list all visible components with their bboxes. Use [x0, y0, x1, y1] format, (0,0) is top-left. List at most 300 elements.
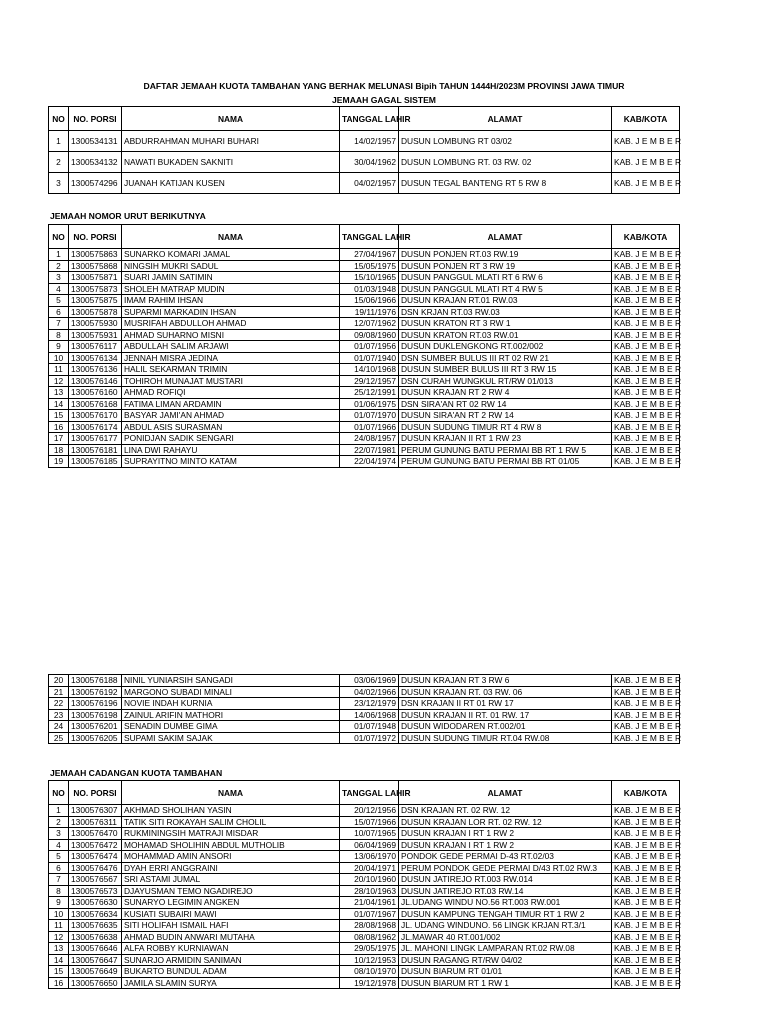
cell-nama: DYAH ERRI ANGGRAINI [122, 862, 340, 874]
cell-alamat: DUSUN PONJEN RT 3 RW 19 [399, 260, 612, 272]
table-row [49, 364, 680, 376]
cell-no: 4 [49, 283, 69, 295]
table-row [49, 375, 680, 387]
cell-kab-kota: KAB. J E M B E R [612, 283, 680, 295]
table-row [49, 433, 680, 445]
cell-nama: SUARI JAMIN SATIMIN [122, 272, 340, 284]
cell-nama: MOHAMMAD AMIN ANSORI [122, 851, 340, 863]
cell-alamat: DUSUN PONJEN RT.03 RW.19 [399, 249, 612, 261]
cell-alamat: DUSUN SUMBER BULUS III RT 3 RW 15 [399, 364, 612, 376]
cell-tanggal-lahir: 03/06/1969 [340, 675, 399, 687]
cell-no-porsi: 1300576174 [69, 421, 122, 433]
cell-alamat: DSN CURAH WUNGKUL RT/RW 01/013 [399, 375, 612, 387]
cell-kab-kota: KAB. J E M B E R [612, 709, 680, 721]
table-row [49, 352, 680, 364]
column-header-tanggal-lahir: TANGGAL LAHIR [340, 225, 399, 249]
cell-no-porsi: 1300576160 [69, 387, 122, 399]
cell-alamat: JL. UDANG WINDUNO. 56 LINGK KRJAN RT.3/1 [399, 920, 612, 932]
cell-no-porsi: 1300576134 [69, 352, 122, 364]
cell-no: 11 [49, 920, 69, 932]
cell-alamat: DUSUN KRATON RT.03 RW.01 [399, 329, 612, 341]
cell-alamat: DUSUN LOMBUNG RT. 03 RW. 02 [399, 152, 612, 173]
table-row [49, 341, 680, 353]
cell-nama: AHMAD SUHARNO MISNI [122, 329, 340, 341]
cell-kab-kota: KAB. J E M B E R [612, 249, 680, 261]
cell-alamat: DUSUN KRAJAN RT 2 RW 4 [399, 387, 612, 399]
cell-nama: NINGSIH MUKRI SADUL [122, 260, 340, 272]
column-header-no: NO [49, 781, 69, 805]
cell-nama: TOHIROH MUNAJAT MUSTARI [122, 375, 340, 387]
table-row [49, 698, 680, 710]
cell-nama: MOHAMAD SHOLIHIN ABDUL MUTHOLIB [122, 839, 340, 851]
cell-tanggal-lahir: 01/07/1948 [340, 721, 399, 733]
cell-tanggal-lahir: 19/11/1976 [340, 306, 399, 318]
table-row [49, 387, 680, 399]
cell-nama: SUNARYO LEGIMIN ANGKEN [122, 897, 340, 909]
cell-alamat: DUSUN KRAJAN RT. 03 RW. 06 [399, 686, 612, 698]
cell-tanggal-lahir: 06/04/1969 [340, 839, 399, 851]
table-berikutnya-part2 [48, 674, 680, 744]
cell-no: 25 [49, 732, 69, 744]
table-row [49, 456, 680, 468]
cell-nama: ZAINUL ARIFIN MATHORI [122, 709, 340, 721]
cell-tanggal-lahir: 25/12/1991 [340, 387, 399, 399]
cell-kab-kota: KAB. J E M B E R [612, 805, 680, 817]
cell-kab-kota: KAB. J E M B E R [612, 131, 680, 152]
cell-tanggal-lahir: 01/07/1970 [340, 410, 399, 422]
cell-no-porsi: 1300576472 [69, 839, 122, 851]
cell-tanggal-lahir: 08/10/1970 [340, 966, 399, 978]
cell-no: 5 [49, 295, 69, 307]
cell-no: 6 [49, 862, 69, 874]
cell-nama: SRI ASTAMI JUMAL [122, 874, 340, 886]
cell-alamat: DUSUN BIARUM RT 1 RW 1 [399, 977, 612, 989]
cell-nama: MARGONO SUBADI MINALI [122, 686, 340, 698]
cell-no-porsi: 1300576634 [69, 908, 122, 920]
table-row [49, 721, 680, 733]
cell-tanggal-lahir: 20/10/1960 [340, 874, 399, 886]
cell-no: 23 [49, 709, 69, 721]
cell-alamat: DUSUN KRAJAN LOR RT. 02 RW. 12 [399, 816, 612, 828]
cell-no-porsi: 1300576470 [69, 828, 122, 840]
cell-no-porsi: 1300575863 [69, 249, 122, 261]
cell-tanggal-lahir: 01/06/1975 [340, 398, 399, 410]
table-row [49, 306, 680, 318]
table-row [49, 851, 680, 863]
cell-alamat: DSN KRAJAN II RT 01 RW 17 [399, 698, 612, 710]
cell-tanggal-lahir: 01/07/1966 [340, 421, 399, 433]
table-header-row [49, 781, 680, 805]
column-header-no: NO [49, 225, 69, 249]
cell-alamat: DUSUN LOMBUNG RT 03/02 [399, 131, 612, 152]
cell-kab-kota: KAB. J E M B E R [612, 364, 680, 376]
cell-alamat: DUSUN SUDUNG TIMUR RT 4 RW 8 [399, 421, 612, 433]
cell-alamat: DUSUN KRAJAN RT 3 RW 6 [399, 675, 612, 687]
cell-nama: SUPAMI SAKIM SAJAK [122, 732, 340, 744]
table-row [49, 805, 680, 817]
cell-kab-kota: KAB. J E M B E R [612, 839, 680, 851]
cell-no-porsi: 1300576181 [69, 444, 122, 456]
cell-no: 10 [49, 352, 69, 364]
cell-kab-kota: KAB. J E M B E R [612, 966, 680, 978]
cell-tanggal-lahir: 14/02/1957 [340, 131, 399, 152]
cell-no-porsi: 1300576573 [69, 885, 122, 897]
table-row [49, 943, 680, 955]
cell-alamat: DUSUN KRAJAN I RT 1 RW 2 [399, 839, 612, 851]
cell-no: 2 [49, 260, 69, 272]
table-row [49, 874, 680, 886]
cell-nama: NOVIE INDAH KURNIA [122, 698, 340, 710]
table-row [49, 897, 680, 909]
cell-kab-kota: KAB. J E M B E R [612, 421, 680, 433]
cell-no-porsi: 1300576117 [69, 341, 122, 353]
column-header-tanggal-lahir: TANGGAL LAHIR [340, 107, 399, 131]
cell-alamat: DUSUN JATIREJO RT.03 RW.14 [399, 885, 612, 897]
cell-kab-kota: KAB. J E M B E R [612, 456, 680, 468]
cell-tanggal-lahir: 12/07/1962 [340, 318, 399, 330]
cell-no-porsi: 1300534131 [69, 131, 122, 152]
cell-nama: AHMAD BUDIN ANWARI MUTAHA [122, 931, 340, 943]
cell-kab-kota: KAB. J E M B E R [612, 675, 680, 687]
cell-alamat: DSN KRJAN RT.03 RW.03 [399, 306, 612, 318]
cell-no-porsi: 1300576188 [69, 675, 122, 687]
cell-no: 1 [49, 131, 69, 152]
cell-kab-kota: KAB. J E M B E R [612, 698, 680, 710]
cell-nama: SUNARJO ARMIDIN SANIMAN [122, 954, 340, 966]
cell-no: 5 [49, 851, 69, 863]
cell-nama: AHMAD ROFIQI [122, 387, 340, 399]
cell-no-porsi: 1300575931 [69, 329, 122, 341]
cell-tanggal-lahir: 10/07/1965 [340, 828, 399, 840]
cell-nama: BUKARTO BUNDUL ADAM [122, 966, 340, 978]
cell-no: 3 [49, 173, 69, 194]
cell-kab-kota: KAB. J E M B E R [612, 908, 680, 920]
cell-no: 3 [49, 272, 69, 284]
cell-nama: SITI HOLIFAH ISMAIL HAFI [122, 920, 340, 932]
cell-kab-kota: KAB. J E M B E R [612, 329, 680, 341]
cell-no-porsi: 1300576198 [69, 709, 122, 721]
table-cadangan [48, 780, 680, 989]
cell-no: 20 [49, 675, 69, 687]
cell-no: 7 [49, 318, 69, 330]
cell-alamat: DUSUN PANGGUL MLATI RT 4 RW 5 [399, 283, 612, 295]
cell-nama: PONIDJAN SADIK SENGARI [122, 433, 340, 445]
cell-kab-kota: KAB. J E M B E R [612, 920, 680, 932]
cell-tanggal-lahir: 20/12/1956 [340, 805, 399, 817]
table-row [49, 421, 680, 433]
table-row [49, 444, 680, 456]
cell-kab-kota: KAB. J E M B E R [612, 375, 680, 387]
cell-tanggal-lahir: 01/07/1940 [340, 352, 399, 364]
cell-nama: DJAYUSMAN TEMO NGADIREJO [122, 885, 340, 897]
column-header-nama: NAMA [122, 225, 340, 249]
table-row [49, 675, 680, 687]
cell-no: 19 [49, 456, 69, 468]
cell-no-porsi: 1300534132 [69, 152, 122, 173]
cell-alamat: DUSUN DUKLENGKONG RT.002/002 [399, 341, 612, 353]
cell-nama: BASYAR JAMI'AN AHMAD [122, 410, 340, 422]
table-row [49, 977, 680, 989]
table-row [49, 398, 680, 410]
cell-nama: SHOLEH MATRAP MUDIN [122, 283, 340, 295]
cell-tanggal-lahir: 22/04/1974 [340, 456, 399, 468]
table-row [49, 828, 680, 840]
cell-alamat: DUSUN SUDUNG TIMUR RT.04 RW.08 [399, 732, 612, 744]
cell-tanggal-lahir: 19/12/1978 [340, 977, 399, 989]
cell-kab-kota: KAB. J E M B E R [612, 851, 680, 863]
cell-no-porsi: 1300576646 [69, 943, 122, 955]
table-row [49, 329, 680, 341]
cell-no: 13 [49, 943, 69, 955]
table-row [49, 272, 680, 284]
cell-nama: KUSIATI SUBAIRI MAWI [122, 908, 340, 920]
cell-no-porsi: 1300576196 [69, 698, 122, 710]
column-header-alamat: ALAMAT [399, 107, 612, 131]
cell-no-porsi: 1300575873 [69, 283, 122, 295]
cell-nama: SENADIN DUMBE GIMA [122, 721, 340, 733]
table-row [49, 908, 680, 920]
cell-tanggal-lahir: 15/07/1966 [340, 816, 399, 828]
table-row [49, 249, 680, 261]
cell-kab-kota: KAB. J E M B E R [612, 410, 680, 422]
table-row [49, 318, 680, 330]
cell-nama: RUKMININGSIH MATRAJI MISDAR [122, 828, 340, 840]
cell-tanggal-lahir: 14/06/1968 [340, 709, 399, 721]
cell-no: 4 [49, 839, 69, 851]
cell-tanggal-lahir: 29/12/1957 [340, 375, 399, 387]
cell-no: 13 [49, 387, 69, 399]
cell-kab-kota: KAB. J E M B E R [612, 874, 680, 886]
cell-no: 1 [49, 249, 69, 261]
cell-tanggal-lahir: 15/05/1975 [340, 260, 399, 272]
cell-kab-kota: KAB. J E M B E R [612, 686, 680, 698]
cell-kab-kota: KAB. J E M B E R [612, 398, 680, 410]
cell-nama: LINA DWI RAHAYU [122, 444, 340, 456]
cell-no-porsi: 1300576476 [69, 862, 122, 874]
cell-alamat: DUSUN BIARUM RT 01/01 [399, 966, 612, 978]
table-gagal-sistem [48, 106, 680, 194]
cell-nama: ABDULLAH SALIM ARJAWI [122, 341, 340, 353]
cell-kab-kota: KAB. J E M B E R [612, 897, 680, 909]
cell-no: 15 [49, 410, 69, 422]
cell-alamat: PONDOK GEDE PERMAI D-43 RT.02/03 [399, 851, 612, 863]
cell-nama: MUSRIFAH ABDULLOH AHMAD [122, 318, 340, 330]
cell-kab-kota: KAB. J E M B E R [612, 306, 680, 318]
cell-kab-kota: KAB. J E M B E R [612, 732, 680, 744]
column-header-nama: NAMA [122, 107, 340, 131]
column-header-nama: NAMA [122, 781, 340, 805]
table-row [49, 295, 680, 307]
cell-kab-kota: KAB. J E M B E R [612, 295, 680, 307]
cell-alamat: DUSUN KRAJAN I RT 1 RW 2 [399, 828, 612, 840]
column-header-tanggal-lahir: TANGGAL LAHIR [340, 781, 399, 805]
cell-alamat: DUSUN SIRA'AN RT 2 RW 14 [399, 410, 612, 422]
cell-no-porsi: 1300576635 [69, 920, 122, 932]
cell-alamat: DUSUN KRAJAN RT.01 RW.03 [399, 295, 612, 307]
cell-tanggal-lahir: 20/04/1971 [340, 862, 399, 874]
cell-tanggal-lahir: 09/08/1960 [340, 329, 399, 341]
cell-alamat: DUSUN KAMPUNG TENGAH TIMUR RT 1 RW 2 [399, 908, 612, 920]
cell-no-porsi: 1300576650 [69, 977, 122, 989]
cell-no: 10 [49, 908, 69, 920]
cell-tanggal-lahir: 23/12/1979 [340, 698, 399, 710]
cell-no-porsi: 1300576177 [69, 433, 122, 445]
cell-tanggal-lahir: 01/03/1948 [340, 283, 399, 295]
cell-kab-kota: KAB. J E M B E R [612, 721, 680, 733]
cell-no: 12 [49, 375, 69, 387]
cell-alamat: DUSUN KRAJAN II RT 1 RW 23 [399, 433, 612, 445]
document-title: DAFTAR JEMAAH KUOTA TAMBAHAN YANG BERHAK MELUNASI Bipih TAHUN 1444H/2023M PROVINSI JAWA TIMUR [143, 81, 625, 91]
cell-kab-kota: KAB. J E M B E R [612, 152, 680, 173]
cell-kab-kota: KAB. J E M B E R [612, 931, 680, 943]
table-row [49, 131, 680, 152]
column-header-no: NO [49, 107, 69, 131]
cell-no-porsi: 1300576146 [69, 375, 122, 387]
table-berikutnya-part1 [48, 224, 680, 468]
table-row [49, 173, 680, 194]
cell-no: 21 [49, 686, 69, 698]
column-header-alamat: ALAMAT [399, 781, 612, 805]
cell-nama: AKHMAD SHOLIHAN YASIN [122, 805, 340, 817]
cell-alamat: DSN KRAJAN RT. 02 RW. 12 [399, 805, 612, 817]
table-row [49, 954, 680, 966]
cell-no-porsi: 1300575875 [69, 295, 122, 307]
cell-no-porsi: 1300576567 [69, 874, 122, 886]
section-title-berikutnya: JEMAAH NOMOR URUT BERIKUTNYA [50, 211, 206, 221]
cell-alamat: DSN SUMBER BULUS III RT 02 RW 21 [399, 352, 612, 364]
cell-tanggal-lahir: 24/08/1957 [340, 433, 399, 445]
table-row [49, 732, 680, 744]
cell-no-porsi: 1300576168 [69, 398, 122, 410]
cell-nama: JUANAH KATIJAN KUSEN [122, 173, 340, 194]
cell-no: 8 [49, 885, 69, 897]
cell-no: 15 [49, 966, 69, 978]
cell-no: 2 [49, 816, 69, 828]
cell-kab-kota: KAB. J E M B E R [612, 387, 680, 399]
table-row [49, 966, 680, 978]
cell-no-porsi: 1300575868 [69, 260, 122, 272]
cell-no: 1 [49, 805, 69, 817]
table-row [49, 283, 680, 295]
cell-no: 24 [49, 721, 69, 733]
table-row [49, 709, 680, 721]
table-row [49, 931, 680, 943]
cell-no: 16 [49, 421, 69, 433]
cell-kab-kota: KAB. J E M B E R [612, 885, 680, 897]
cell-no-porsi: 1300575871 [69, 272, 122, 284]
cell-nama: FATIMA LIMAN ARDAMIN [122, 398, 340, 410]
cell-no-porsi: 1300575878 [69, 306, 122, 318]
table-row [49, 920, 680, 932]
cell-tanggal-lahir: 01/07/1956 [340, 341, 399, 353]
cell-nama: TATIK SITI ROKAYAH SALIM CHOLIL [122, 816, 340, 828]
cell-tanggal-lahir: 30/04/1962 [340, 152, 399, 173]
cell-kab-kota: KAB. J E M B E R [612, 318, 680, 330]
cell-nama: SUNARKO KOMARI JAMAL [122, 249, 340, 261]
cell-no-porsi: 1300576647 [69, 954, 122, 966]
table-row [49, 816, 680, 828]
cell-kab-kota: KAB. J E M B E R [612, 828, 680, 840]
cell-no: 12 [49, 931, 69, 943]
cell-no: 17 [49, 433, 69, 445]
cell-nama: SUPARMI MARKADIN IHSAN [122, 306, 340, 318]
table-row [49, 839, 680, 851]
column-header-no-porsi: NO. PORSI [69, 107, 122, 131]
cell-kab-kota: KAB. J E M B E R [612, 341, 680, 353]
cell-tanggal-lahir: 08/08/1962 [340, 931, 399, 943]
column-header-no-porsi: NO. PORSI [69, 225, 122, 249]
cell-nama: ABDURRAHMAN MUHARI BUHARI [122, 131, 340, 152]
cell-no: 3 [49, 828, 69, 840]
cell-alamat: PERUM PONDOK GEDE PERMAI D/43 RT.02 RW.3 [399, 862, 612, 874]
column-header-kab-kota: KAB/KOTA [612, 225, 680, 249]
column-header-no-porsi: NO. PORSI [69, 781, 122, 805]
cell-nama: NINIL YUNIARSIH SANGADI [122, 675, 340, 687]
cell-tanggal-lahir: 21/04/1961 [340, 897, 399, 909]
table-header-row [49, 225, 680, 249]
cell-tanggal-lahir: 29/05/1975 [340, 943, 399, 955]
cell-no-porsi: 1300576136 [69, 364, 122, 376]
cell-no: 6 [49, 306, 69, 318]
cell-nama: ALFA ROBBY KURNIAWAN [122, 943, 340, 955]
cell-no: 7 [49, 874, 69, 886]
cell-nama: HALIL SEKARMAN TRIMIN [122, 364, 340, 376]
cell-kab-kota: KAB. J E M B E R [612, 816, 680, 828]
cell-alamat: DUSUN WIDODAREN RT.002/01 [399, 721, 612, 733]
cell-nama: JENNAH MISRA JEDINA [122, 352, 340, 364]
cell-no-porsi: 1300576170 [69, 410, 122, 422]
cell-alamat: PERUM GUNUNG BATU PERMAI BB RT 1 RW 5 [399, 444, 612, 456]
cell-no-porsi: 1300576630 [69, 897, 122, 909]
table-row [49, 686, 680, 698]
cell-tanggal-lahir: 01/07/1972 [340, 732, 399, 744]
cell-no: 14 [49, 398, 69, 410]
cell-no: 9 [49, 897, 69, 909]
cell-kab-kota: KAB. J E M B E R [612, 272, 680, 284]
section-title-gagal-sistem: JEMAAH GAGAL SISTEM [332, 95, 436, 105]
cell-no-porsi: 1300574296 [69, 173, 122, 194]
cell-alamat: PERUM GUNUNG BATU PERMAI BB RT 01/05 [399, 456, 612, 468]
cell-tanggal-lahir: 22/07/1981 [340, 444, 399, 456]
section-title-cadangan: JEMAAH CADANGAN KUOTA TAMBAHAN [50, 768, 223, 778]
cell-no: 9 [49, 341, 69, 353]
cell-nama: JAMILA SLAMIN SURYA [122, 977, 340, 989]
cell-tanggal-lahir: 04/02/1966 [340, 686, 399, 698]
cell-kab-kota: KAB. J E M B E R [612, 954, 680, 966]
cell-tanggal-lahir: 04/02/1957 [340, 173, 399, 194]
cell-no-porsi: 1300576205 [69, 732, 122, 744]
cell-kab-kota: KAB. J E M B E R [612, 352, 680, 364]
cell-nama: ABDUL ASIS SURASMAN [122, 421, 340, 433]
cell-kab-kota: KAB. J E M B E R [612, 862, 680, 874]
cell-tanggal-lahir: 15/06/1966 [340, 295, 399, 307]
cell-tanggal-lahir: 10/12/1953 [340, 954, 399, 966]
cell-nama: NAWATI BUKADEN SAKNITI [122, 152, 340, 173]
cell-kab-kota: KAB. J E M B E R [612, 173, 680, 194]
cell-no: 14 [49, 954, 69, 966]
cell-alamat: DUSUN KRATON RT 3 RW 1 [399, 318, 612, 330]
table-header-row [49, 107, 680, 131]
cell-kab-kota: KAB. J E M B E R [612, 433, 680, 445]
cell-alamat: DUSUN RAGANG RT/RW 04/02 [399, 954, 612, 966]
cell-tanggal-lahir: 14/10/1968 [340, 364, 399, 376]
table-row [49, 885, 680, 897]
cell-alamat: DUSUN TEGAL BANTENG RT 5 RW 8 [399, 173, 612, 194]
cell-kab-kota: KAB. J E M B E R [612, 943, 680, 955]
cell-no-porsi: 1300576201 [69, 721, 122, 733]
cell-no: 2 [49, 152, 69, 173]
column-header-alamat: ALAMAT [399, 225, 612, 249]
